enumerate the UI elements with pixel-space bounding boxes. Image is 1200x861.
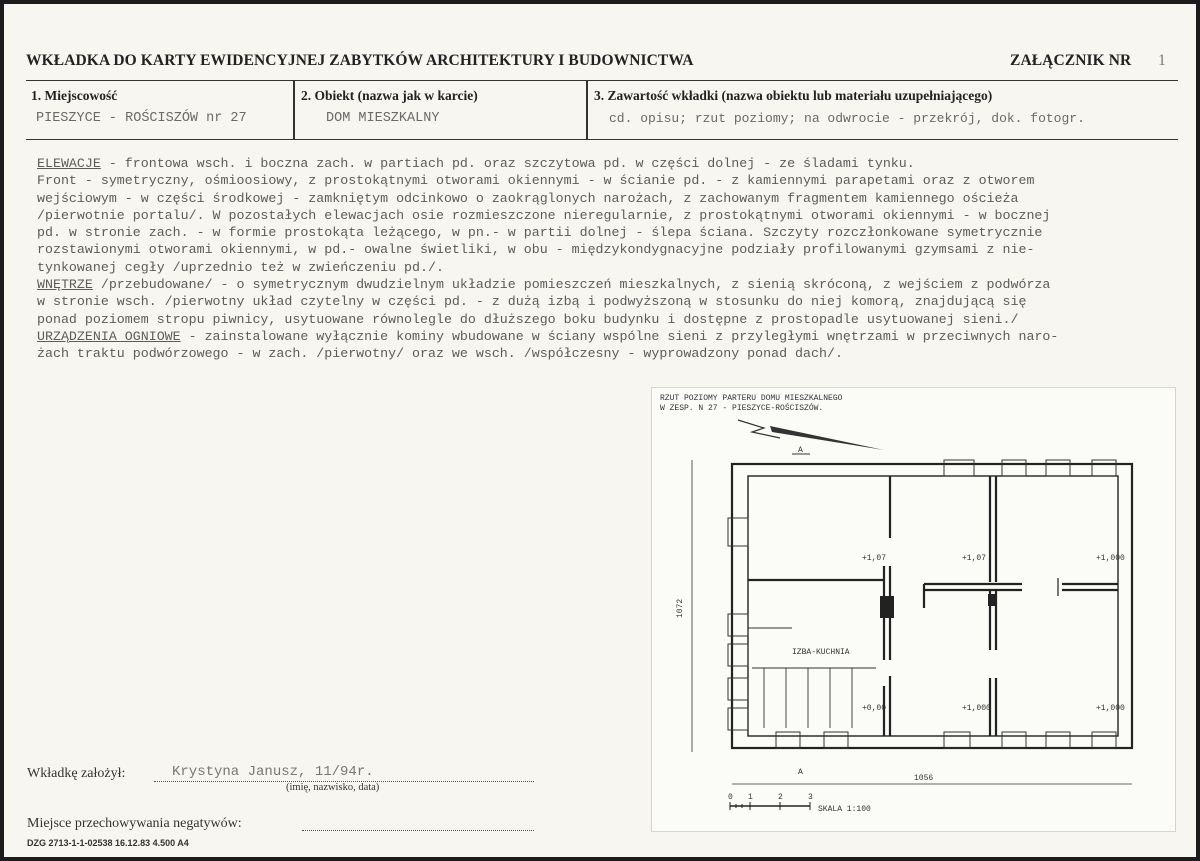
kitchen-fixtures (748, 628, 876, 728)
scale-label: SKALA 1:100 (818, 805, 871, 814)
annex-number: 1 (1158, 52, 1166, 69)
object-value: DOM MIESZKALNY (326, 111, 440, 126)
description-text (37, 155, 1177, 363)
section-mark-bottom: A (798, 768, 803, 777)
negatives-line (302, 830, 534, 831)
chimney (988, 594, 996, 606)
founder-value: Krystyna Janusz, 11/94r. (172, 764, 374, 780)
founder-label: Wkładkę założył: (27, 766, 126, 781)
locality-value: PIESZYCE - ROŚCISZÓW nr 27 (36, 111, 247, 126)
heading-elevations: ELEWACJE (37, 156, 101, 171)
description-line: w stronie wsch. /pierwotny układ czytelny w części pd. - z dużą izbą i podwyższoną w stosunku do niej komorą, znajdującą się (37, 294, 1027, 310)
plan-walls (732, 464, 1132, 748)
description-line: wejściowym - w części środkowej - zamkniętym odcinkowo o zaokrąglonych narożach, z zachowanym fragmentem kamiennego ościeża (37, 190, 1019, 206)
object-label: 2. Obiekt (nazwa jak w karcie) (301, 88, 478, 103)
section-mark-top: A (798, 446, 803, 455)
description-line: URZĄDZENIA OGNIOWE - zainstalowane wyłącznie kominy wbudowane w ściany wspólne sieni z przyległymi wnętrzami w przeciwnych naro- (37, 328, 1059, 344)
dimension-width: 1056 (914, 774, 934, 783)
print-code: DZG 2713-1-1-02538 16.12.83 4.500 A4 (27, 838, 189, 848)
plan-title-line2: W ZESP. N 27 - PIESZYCE-ROŚCISZÓW. (660, 404, 824, 413)
object-cell (296, 81, 586, 139)
heading-interior: WNĘTRZE (37, 277, 93, 293)
level-mark: +1,000 (1096, 704, 1125, 713)
heading-fire-devices: URZĄDZENIA OGNIOWE (37, 328, 181, 344)
svg-text:3: 3 (808, 793, 813, 802)
contents-cell (589, 81, 1178, 139)
plan-title-line1: RZUT POZIOMY PARTERU DOMU MIESZKALNEGO (660, 394, 843, 403)
description-line: żach traktu podwórzowego - w zach. /pierwotny/ oraz we wsch. /współczesny - wyprowadzony ponad dach/. (37, 346, 843, 362)
document-sheet (4, 4, 1196, 857)
plan-room-label: IZBA-KUCHNIA (792, 648, 850, 657)
description-line: ponad poziomem stropu piwnicy, usytuowane równolegle do dłuższego boku budynku i dostępne z prostopadle usytuowanej sieni./ (37, 311, 1019, 327)
locality-cell (26, 81, 293, 139)
description-line: Front - symetryczny, ośmioosiowy, z prostokątnymi otworami okiennymi - w ścianie pd. - z kamiennymi parapetami oraz z otworem (37, 173, 1035, 189)
divider (293, 81, 295, 139)
description-line: tynkowanej cegły /uprzednio też w zwieńczeniu pd./. (37, 259, 444, 275)
chimney (880, 596, 894, 618)
level-mark: +1,07 (862, 554, 887, 563)
description-line: /pierwotnie portalu/. W pozostałych elewacjach osie rozmieszczone nieregularnie, z prostokątnymi otworami okiennymi - w bocznej (37, 207, 1051, 223)
svg-text:0: 0 (728, 793, 733, 802)
floor-plan-image (651, 387, 1176, 832)
svg-text:2: 2 (778, 793, 783, 802)
level-mark: +1,07 (962, 554, 987, 563)
divider (586, 81, 588, 139)
svg-text:1: 1 (748, 793, 753, 802)
annex-label: ZAŁĄCZNIK NR (1010, 52, 1132, 69)
founder-hint: (imię, nazwisko, data) (286, 782, 380, 793)
locality-label: 1. Miejscowość (31, 88, 118, 103)
description-line: ELEWACJE - frontowa wsch. i boczna zach. w partiach pd. oraz szczytowa pd. w części dolnej - ze śladami tynku. (37, 156, 915, 171)
level-mark: +1,000 (1096, 554, 1125, 563)
contents-label: 3. Zawartość wkładki (nazwa obiektu lub materiału uzupełniającego) (594, 88, 993, 103)
field-grid (26, 80, 1178, 140)
level-mark: +1,000 (962, 704, 991, 713)
negatives-label: Miejsce przechowywania negatywów: (27, 816, 242, 831)
description-line: pd. w stronie zach. - w formie prostokąta leżącego, w pn.- w partii dolnej - ślepa ściana. Szczyty rozczłonkowane symetrycznie (37, 225, 1043, 241)
document-title: WKŁADKA DO KARTY EWIDENCYJNEJ ZABYTKÓW ARCHITEKTURY I BUDOWNICTWA (26, 52, 694, 69)
description-line: rozstawionymi otworami okiennymi, w pd.- owalne świetliki, w obu - międzykondygnacyjne podziały profilowanymi gzymsami z nie- (37, 242, 1035, 258)
description-line: WNĘTRZE /przebudowane/ - o symetrycznym dwudzielnym układzie pomieszczeń mieszkalnych, z sienią skróconą, z wejściem z podwórza (37, 277, 1051, 293)
dimension-height: 1072 (676, 598, 685, 618)
level-mark: +0,00 (862, 704, 887, 713)
floor-plan-drawing (652, 388, 1175, 831)
scale-bar (728, 793, 871, 814)
north-arrow-icon (738, 420, 884, 450)
contents-value: cd. opisu; rzut poziomy; na odwrocie - przekrój, dok. fotogr. (609, 111, 1085, 126)
